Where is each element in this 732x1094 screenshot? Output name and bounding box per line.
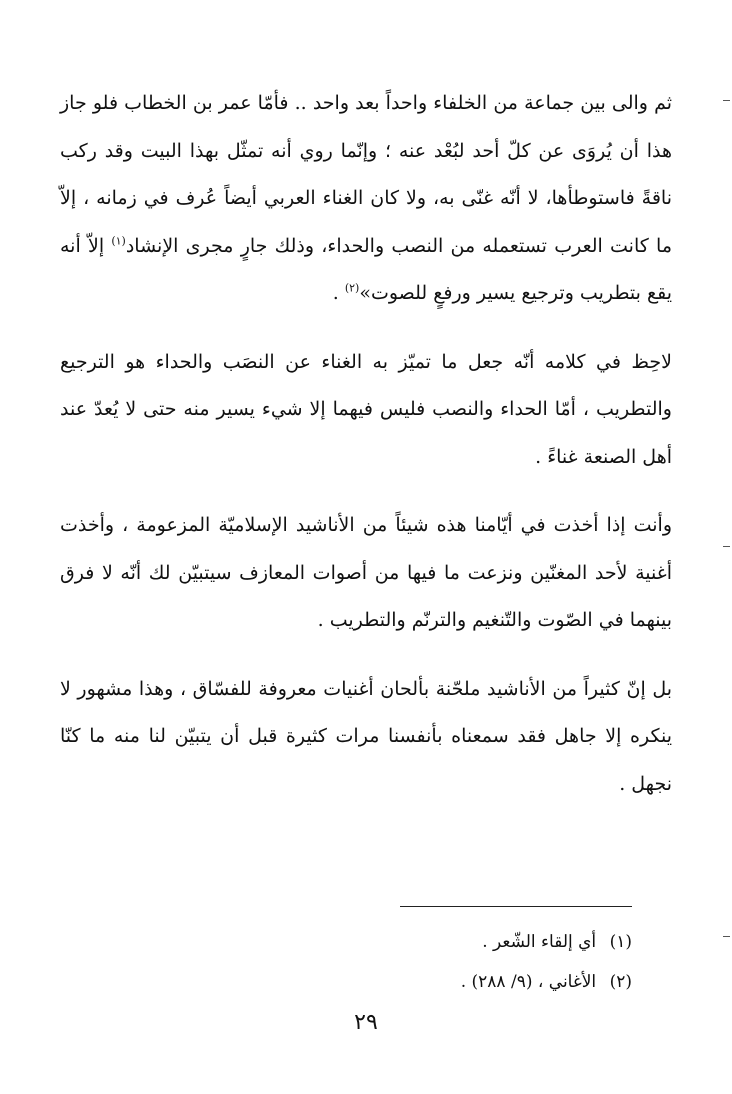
paragraph-4: بل إنّ كثيراً من الأناشيد ملحّنة بألحان أغنيات معروفة للفسّاق ، وهذا مشهور لا ينكره إلا جاهل فقد سمعناه بأنفسنا مرات كثيرة قبل أن يتبيّن لنا منه ما كنّا نجهل . [60, 677, 672, 795]
page-number: ٢٩ [354, 1010, 378, 1035]
footnote-ref-1: (١) [111, 234, 126, 248]
footnote-1-number: (١) [609, 932, 632, 952]
paragraph-2: لاحِظ في كلامه أنّه جعل ما تميّز به الغناء عن النصَب والحداء هو الترجيع والتطريب ، أمّا الحداء والنصب فليس فيهما إلا شيء يسير منه حتى لا يُعدّ عند أهل الصنعة غناءً . [60, 350, 672, 468]
footnote-divider [400, 906, 632, 907]
paragraph-1-text-a: ثم والى بين جماعة من الخلفاء واحداً بعد واحد .. فأمّا عمر بن الخطاب فلو جاز هذا أن يُروَى عن كلّ أحد لبُعْد عنه ؛ وإنّما روي أنه تمثّل بهذا البيت وقد ركب ناقةً فاستوطأها، لا أنّه غنّى به، ولا كان الغناء العربي أيضاً عُرف في زمانه ، إلاّ ما كانت العرب تستعمله من النصب والحداء، وذلك جارٍ مجرى الإنشاد [60, 92, 672, 257]
paragraph-1-text-c: . [332, 282, 345, 304]
footnote-2-number: (٢) [609, 972, 632, 992]
footnote-ref-2: (٢) [344, 281, 360, 295]
paragraph-3: وأنت إذا أخذت في أيّامنا هذه شيئاً من الأناشيد الإسلاميّة المزعومة ، وأخذت أغنية لأحد المغنّين ونزعت ما فيها من أصوات المعازف سيتبيّن لك أنّه لا فرق بينهما في الصّوت والتّنغيم والترنّم والتطريب . [60, 514, 672, 631]
footnote-2-text: الأغاني ، (٩/ ٢٨٨) . [460, 972, 597, 992]
edge-mark-bottom [723, 936, 730, 937]
edge-mark-top [723, 100, 730, 101]
main-text [60, 80, 672, 829]
edge-mark-middle [723, 546, 730, 547]
paragraph-1 [60, 80, 672, 318]
footnote-1 [92, 922, 632, 962]
paragraph-1-text-b: إلاّ أنه يقع بتطريب وترجيع يسير ورفعٍ للصوت» [60, 234, 672, 304]
footnotes [92, 922, 632, 1002]
footnote-1-text: أي إلقاء الشّعر . [482, 932, 597, 952]
footnote-2 [92, 962, 632, 1002]
